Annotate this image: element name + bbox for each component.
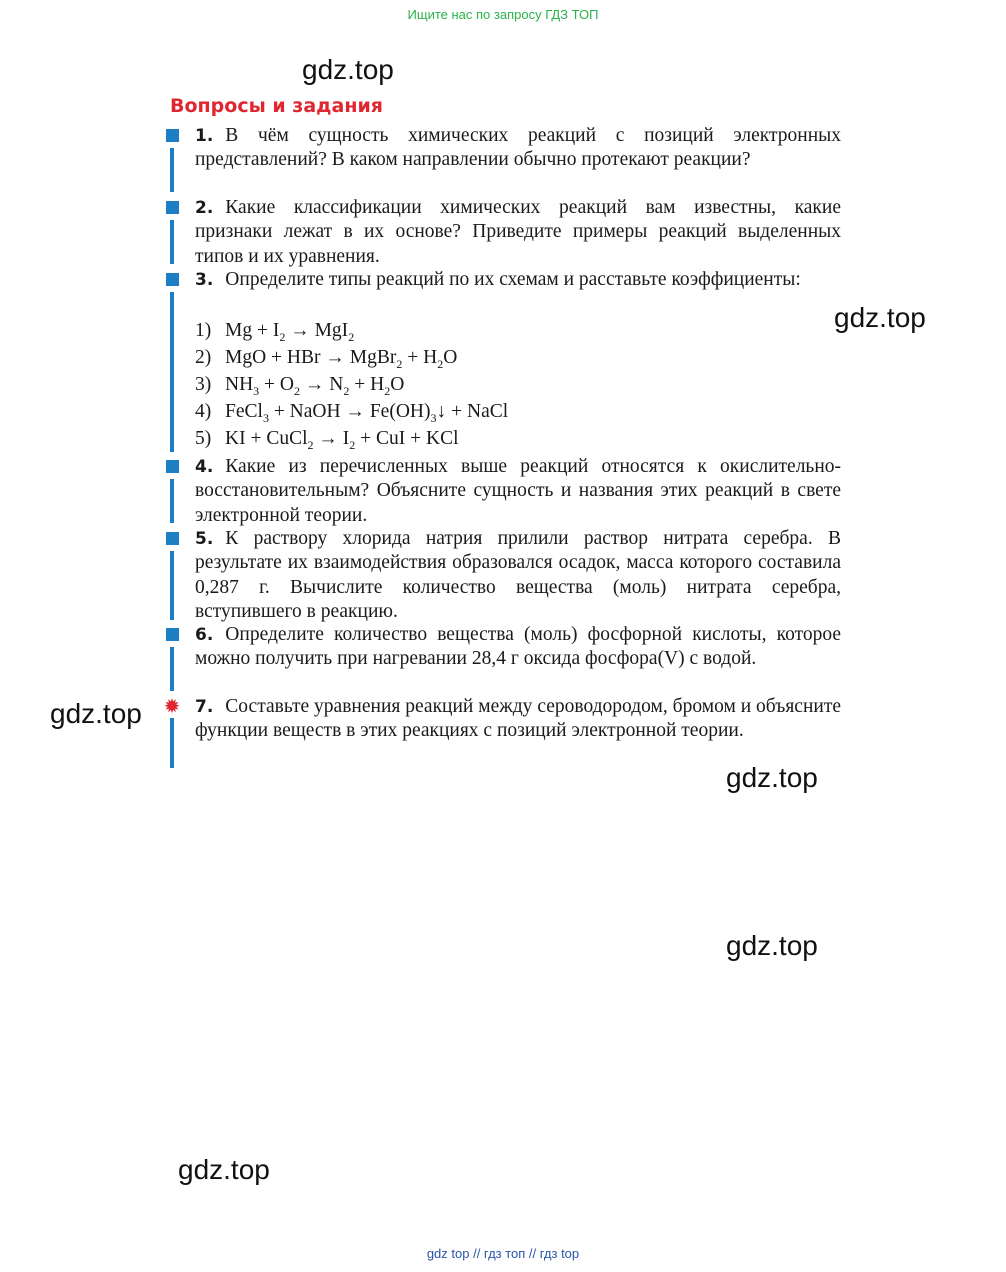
blue-square-icon (166, 273, 179, 286)
top-banner[interactable]: Ищите нас по запросу ГДЗ ТОП (407, 7, 599, 22)
footer-links[interactable]: gdz top // гдз топ // гдз top (426, 1246, 580, 1261)
equation-1: 1) $Mg + I_2 \to MgI_2$ (195, 320, 355, 344)
question-7 (195, 695, 841, 744)
question-text: Какие классификации химических реакций вам известны, какие признаки лежат в их основе? Приведите примеры реакций выделенных типов и их уравнения. (195, 197, 841, 267)
question-text: К раствору хлорида натрия прилили раствор нитрата серебра. В результате их взаимодействия образовался осадок, масса которого составила 0,287 г. Вычислите количество вещества (моль) нитрата серебра, вступившего в реакцию. (195, 528, 841, 622)
equation-5: 5) KI + CuCl$_2$ → $I_2$ + CuI + KCl (195, 428, 459, 452)
question-bar (170, 148, 174, 192)
watermark: gdz.top (50, 698, 142, 729)
question-4 (195, 455, 841, 528)
question-6 (195, 623, 841, 672)
question-number: 1. (195, 126, 214, 146)
blue-square-icon (166, 628, 179, 641)
equation-3: 3) $NH_3 + O_2 \to N_2 + H_2O$ (195, 374, 405, 398)
equation-2: 2) MgO + HBr → MgBr$_2$ + $H_2O$ (195, 347, 458, 371)
watermark: gdz.top (302, 54, 394, 85)
question-text: Составьте уравнения реакций между сероводородом, бромом и объясните функции веществ в этих реакциях с позиций электронной теории. (195, 696, 841, 742)
watermark: gdz.top (726, 930, 818, 961)
question-3 (195, 268, 841, 292)
question-text: Определите количество вещества (моль) фосфорной кислоты, которое можно получить при нагревании 28,4 г оксида фосфора(V) с водой. (195, 624, 841, 670)
question-number: 6. (195, 625, 214, 645)
question-bar (170, 292, 174, 452)
equation-4: 4) FeCl$_3$ + NaOH → $Fe(OH)_3↓$ + NaCl (195, 401, 509, 425)
blue-square-icon (166, 460, 179, 473)
question-number: 5. (195, 529, 214, 549)
blue-square-icon (166, 129, 179, 142)
question-number: 2. (195, 198, 214, 218)
question-number: 3. (195, 270, 214, 290)
question-1 (195, 124, 841, 173)
blue-square-icon (166, 201, 179, 214)
question-text: В чём сущность химических реакций с позиций электронных представлений? В каком направлении обычно протекают реакции? (195, 125, 841, 171)
question-bar (170, 718, 174, 768)
question-bar (170, 647, 174, 691)
question-bar (170, 551, 174, 620)
watermark: gdz.top (726, 762, 818, 793)
red-star-burst-icon: ✹ (163, 694, 181, 718)
question-number: 4. (195, 457, 214, 477)
question-text: Какие из перечисленных выше реакций относятся к окислительно-восстановительным? Объясните сущность и названия этих реакций в свете электронной теории. (195, 456, 841, 526)
watermark: gdz.top (834, 302, 926, 333)
blue-square-icon (166, 532, 179, 545)
question-5 (195, 527, 841, 624)
watermark: gdz.top (178, 1154, 270, 1185)
question-text: Определите типы реакций по их схемам и расставьте коэффициенты: (225, 269, 801, 290)
question-bar (170, 479, 174, 523)
question-number: 7. (195, 697, 214, 717)
section-title: Вопросы и задания (170, 95, 383, 117)
question-2 (195, 196, 841, 269)
question-bar (170, 220, 174, 264)
